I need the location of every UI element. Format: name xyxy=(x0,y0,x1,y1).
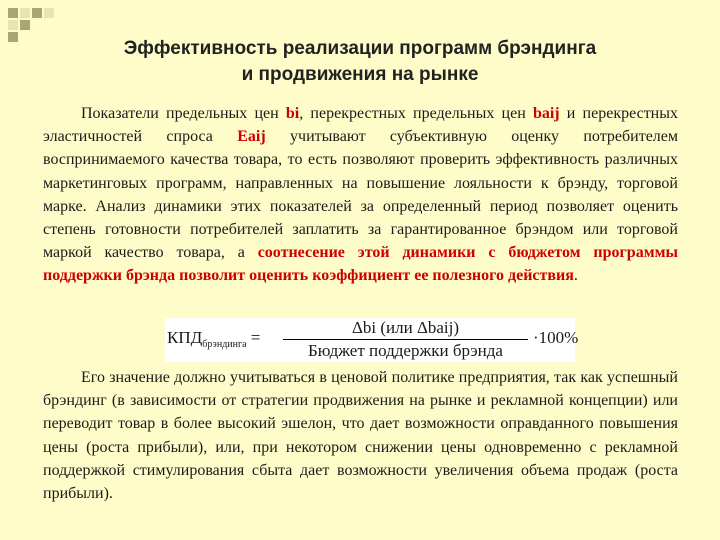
p1-text-1: Показатели предельных цен xyxy=(81,105,286,122)
formula-lhs-subscript: брэндинга xyxy=(202,339,247,350)
formula-equals: = xyxy=(246,328,261,347)
efficiency-formula xyxy=(165,318,579,362)
formula-fraction xyxy=(283,318,528,361)
formula-lhs-label: КПД xyxy=(167,328,203,347)
highlighted-conclusion: соотнесение этой динамики с бюджетом программы поддержки брэнда позволит оценить коэффициент ее полезного действия xyxy=(43,244,678,285)
formula-numerator: Δbi (или Δbaij) xyxy=(351,318,460,337)
paragraph-2: Его значение должно учитываться в ценовой политике предприятия, так как успешный брэндинг (в зависимости от стратегии продвижения на рынке и рекламной концепции) или переводит товар в более высокий эшелон, что дает возможности оправданного повышения цены (роста прибыли), или, при некотором снижении цены одновременно с рекламной поддержкой стимулирования сбыта дает возможности увеличения объема продаж (роста прибыли). xyxy=(43,369,678,503)
title-line-1: Эффективность реализации программ брэндинга xyxy=(123,38,597,59)
paragraph-1 xyxy=(43,102,678,288)
symbol-eaij: Eaij xyxy=(237,128,266,146)
p1-text-5: . xyxy=(573,267,578,285)
formula-denominator: Бюджет поддержки брэнда xyxy=(308,341,503,360)
p1-text-3: и перекрестных эластичностей спроса xyxy=(43,105,678,146)
symbol-bi: bi xyxy=(285,105,300,122)
symbol-baij: baij xyxy=(532,105,560,122)
p1-text-2: , перекрестных предельных цен xyxy=(299,105,533,122)
p1-text-4: учитывают субъективную оценку потребителем воспринимаемого качества товара, то есть позволяют проверить эффективность различных маркетинговых программ, направленных на повышение лояльности к брэнду, торговой марке. Анализ динамики этих показателей за определенный период позволяет оценить степень готовности потребителей заплатить за гарантированное брэндом или торговой маркой качество товара, а xyxy=(43,128,678,262)
title-line-2: и продвижения на рынке xyxy=(241,64,479,85)
fraction-bar xyxy=(283,339,528,340)
slide-title xyxy=(60,36,660,88)
formula-lhs xyxy=(167,328,260,350)
formula-multiplier: ·100% xyxy=(533,328,579,347)
